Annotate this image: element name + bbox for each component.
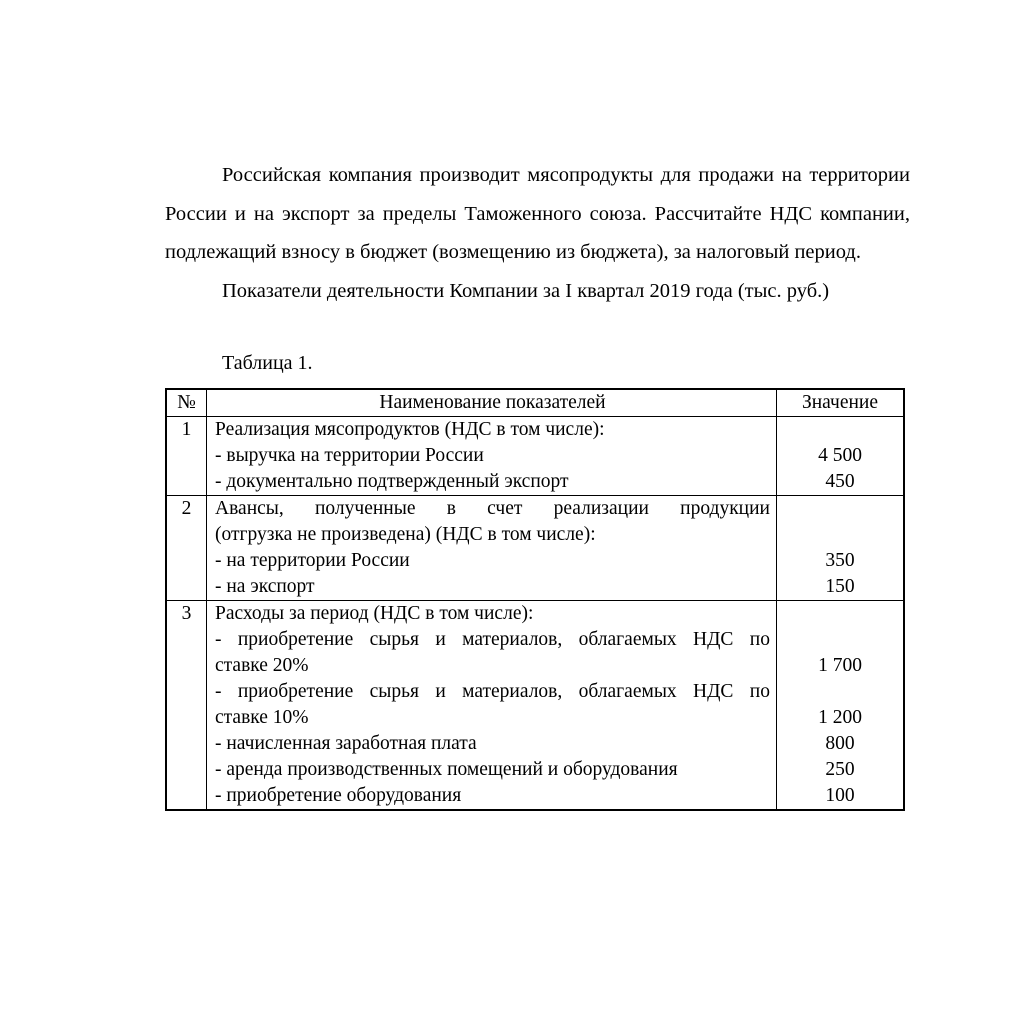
header-value <box>777 390 903 416</box>
value-line <box>777 601 903 627</box>
table-caption: Таблица 1. <box>222 351 313 374</box>
indicator-line: - начисленная заработная плата <box>215 732 477 754</box>
row-name-cell <box>207 601 777 809</box>
value-line <box>777 417 903 443</box>
row-value-cell <box>777 601 903 809</box>
value-line <box>777 496 903 522</box>
row-number: 3 <box>181 602 192 624</box>
value-line <box>777 627 903 653</box>
indicator-line: - на экспорт <box>215 575 315 597</box>
row-name-cell <box>207 417 777 495</box>
indicator-line: ставке 10% <box>215 706 309 728</box>
indicator-line: - аренда производственных помещений и оборудования <box>215 758 678 780</box>
value-line <box>777 679 903 705</box>
row-number: 2 <box>181 497 192 519</box>
value-line: 4 500 <box>818 444 862 466</box>
indicator-line: (отгрузка не произведена) (НДС в том числе): <box>215 523 596 545</box>
row-number-cell <box>167 417 207 495</box>
table-row <box>167 495 903 600</box>
table-row <box>167 416 903 495</box>
indicators-paragraph: Показатели деятельности Компании за I квартал 2019 года (тыс. руб.) <box>222 280 830 303</box>
value-line: 1 200 <box>818 706 862 728</box>
document-page <box>165 156 910 811</box>
header-name <box>207 390 777 416</box>
value-line: 450 <box>825 470 855 492</box>
indicator-line: Расходы за период (НДС в том числе): <box>215 602 534 624</box>
row-name-cell <box>207 496 777 600</box>
indicator-line: - приобретение сырья и материалов, облагаемых НДС по <box>215 628 770 650</box>
indicator-line: - выручка на территории России <box>215 444 484 466</box>
indicator-line: - приобретение сырья и материалов, облагаемых НДС по <box>215 680 770 702</box>
table-row <box>167 600 903 809</box>
indicator-line: Реализация мясопродуктов (НДС в том числе): <box>215 418 605 440</box>
indicator-line: - на территории России <box>215 549 410 571</box>
header-value-label: Значение <box>801 391 879 413</box>
row-number-cell <box>167 601 207 809</box>
header-name-label: Наименование показателей <box>379 391 606 413</box>
row-value-cell <box>777 417 903 495</box>
indicator-line: Авансы, полученные в счет реализации продукции <box>215 497 770 519</box>
row-number: 1 <box>181 418 192 440</box>
value-line: 800 <box>825 732 855 754</box>
value-line: 1 700 <box>818 654 862 676</box>
row-number-cell <box>167 496 207 600</box>
row-value-cell <box>777 496 903 600</box>
value-line: 250 <box>825 758 855 780</box>
indicators-table <box>165 388 905 811</box>
value-line: 150 <box>825 575 855 597</box>
table-header-row <box>167 390 903 416</box>
header-number-label: № <box>177 391 196 413</box>
value-line: 350 <box>825 549 855 571</box>
task-paragraph: Российская компания производит мясопродукты для продажи на территории России и на экспорт за пределы Таможенного союза. Рассчитайте НДС компании, подлежащий взносу в бюджет (возмещению из бюджета), за налоговый период. <box>165 164 910 264</box>
value-line: 100 <box>825 784 855 806</box>
indicator-line: - приобретение оборудования <box>215 784 462 806</box>
header-number <box>167 390 207 416</box>
indicator-line: ставке 20% <box>215 654 309 676</box>
indicator-line: - документально подтвержденный экспорт <box>215 470 569 492</box>
value-line <box>777 522 903 548</box>
